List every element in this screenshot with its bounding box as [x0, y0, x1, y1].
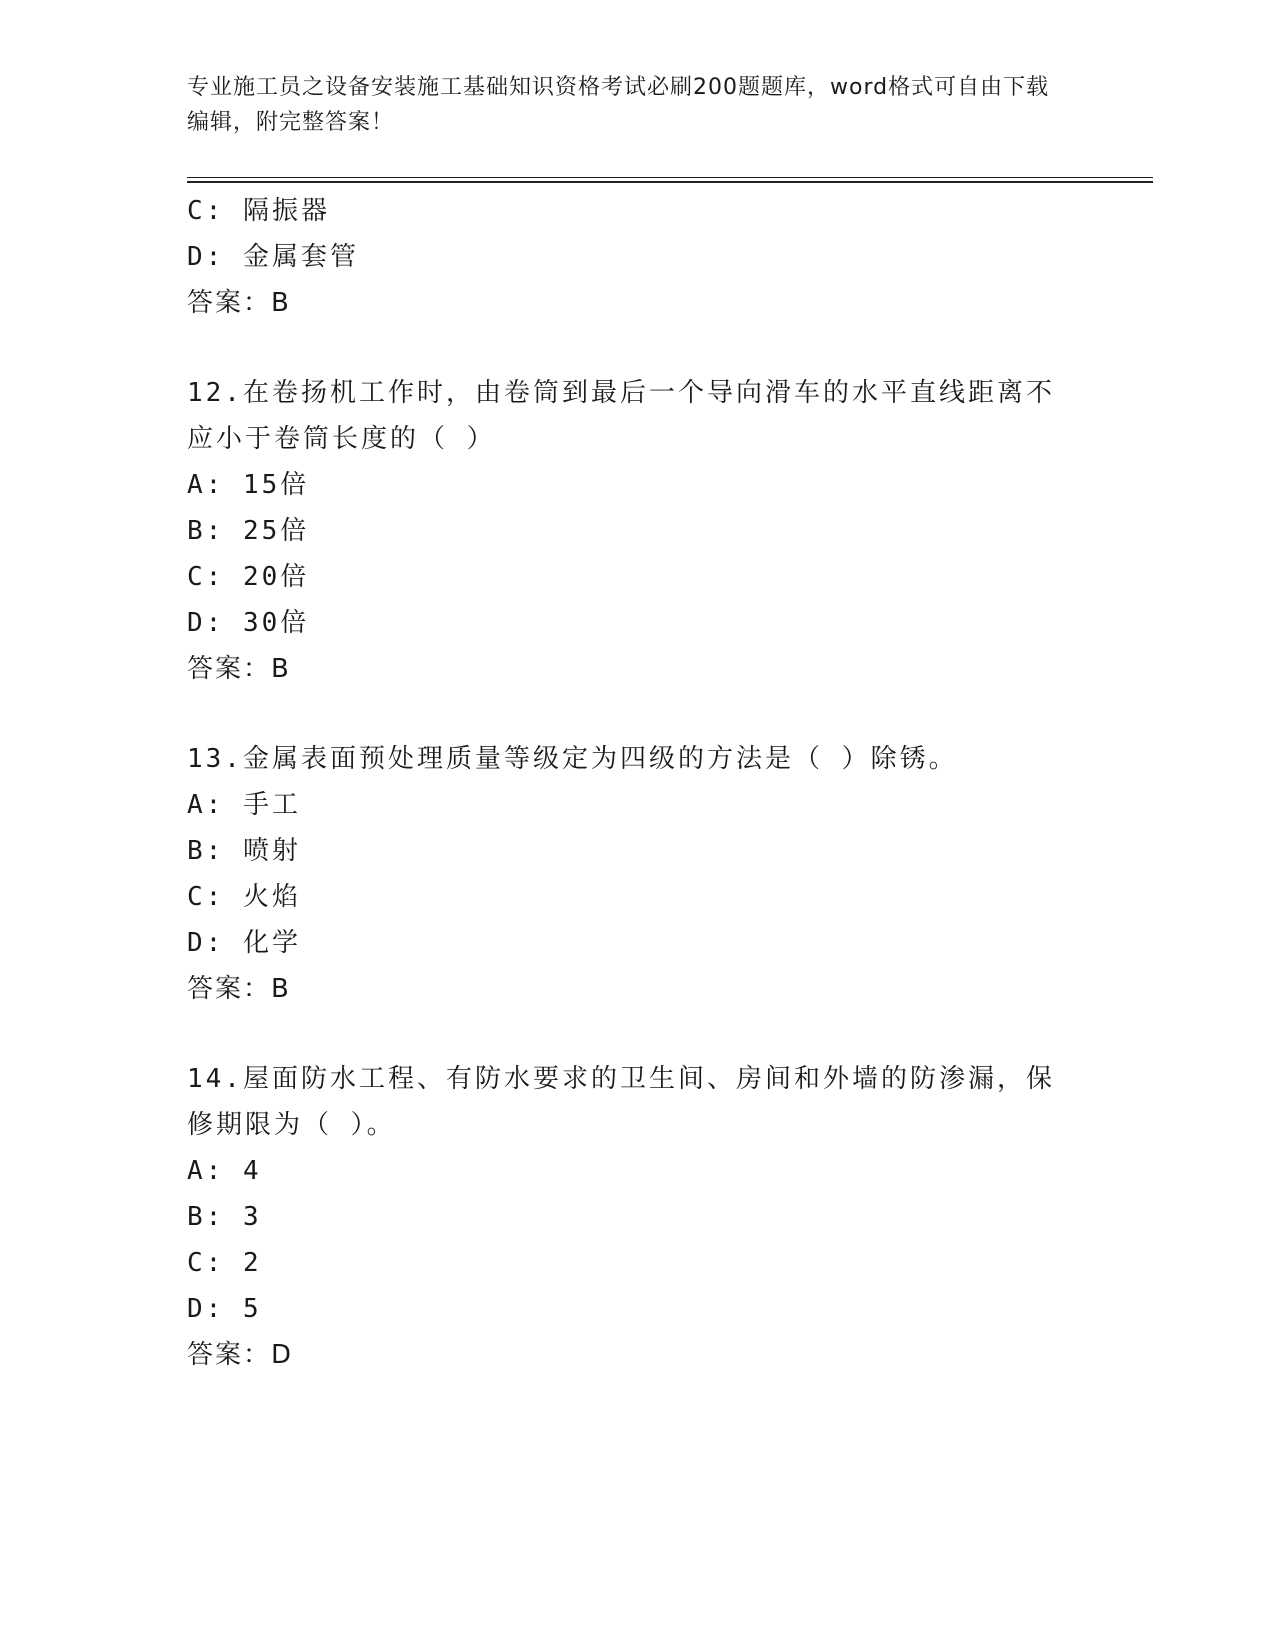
answer-line: 答案：B [187, 288, 291, 318]
document-header: 专业施工员之设备安装施工基础知识资格考试必刷200题题库，word格式可自由下载编辑，附完整答案！ [187, 75, 1050, 135]
option-c: C: 火焰 [187, 882, 301, 912]
answer-line: 答案：B [187, 654, 291, 684]
question-13 [187, 736, 1087, 1012]
question-14 [187, 1056, 1087, 1378]
option-d: D: 化学 [187, 928, 301, 958]
option-b: B: 25倍 [187, 516, 310, 546]
header-rule-thin [187, 177, 1153, 178]
previous-question-tail [187, 188, 1087, 326]
answer-line: 答案：B [187, 974, 291, 1004]
option-d: D: 30倍 [187, 608, 310, 638]
question-text: 14.屋面防水工程、有防水要求的卫生间、房间和外墙的防渗漏，保修期限为（ ）。 [187, 1064, 1055, 1140]
header-rule-thick [187, 181, 1153, 183]
option-d: D: 5 [187, 1294, 262, 1324]
question-list [187, 188, 1087, 1378]
option-a: A: 15倍 [187, 470, 310, 500]
option-d: D: 金属套管 [187, 242, 359, 272]
question-text: 13.金属表面预处理质量等级定为四级的方法是（ ）除锈。 [187, 744, 958, 774]
option-c: C: 2 [187, 1248, 262, 1278]
option-a: A: 手工 [187, 790, 301, 820]
option-a: A: 4 [187, 1156, 262, 1186]
answer-line: 答案：D [187, 1340, 294, 1370]
question-12 [187, 370, 1087, 692]
option-b: B: 喷射 [187, 836, 301, 866]
option-c: C: 20倍 [187, 562, 310, 592]
option-c: C: 隔振器 [187, 196, 330, 226]
option-b: B: 3 [187, 1202, 262, 1232]
question-text: 12.在卷扬机工作时，由卷筒到最后一个导向滑车的水平直线距离不应小于卷筒长度的（ ） [187, 378, 1055, 454]
